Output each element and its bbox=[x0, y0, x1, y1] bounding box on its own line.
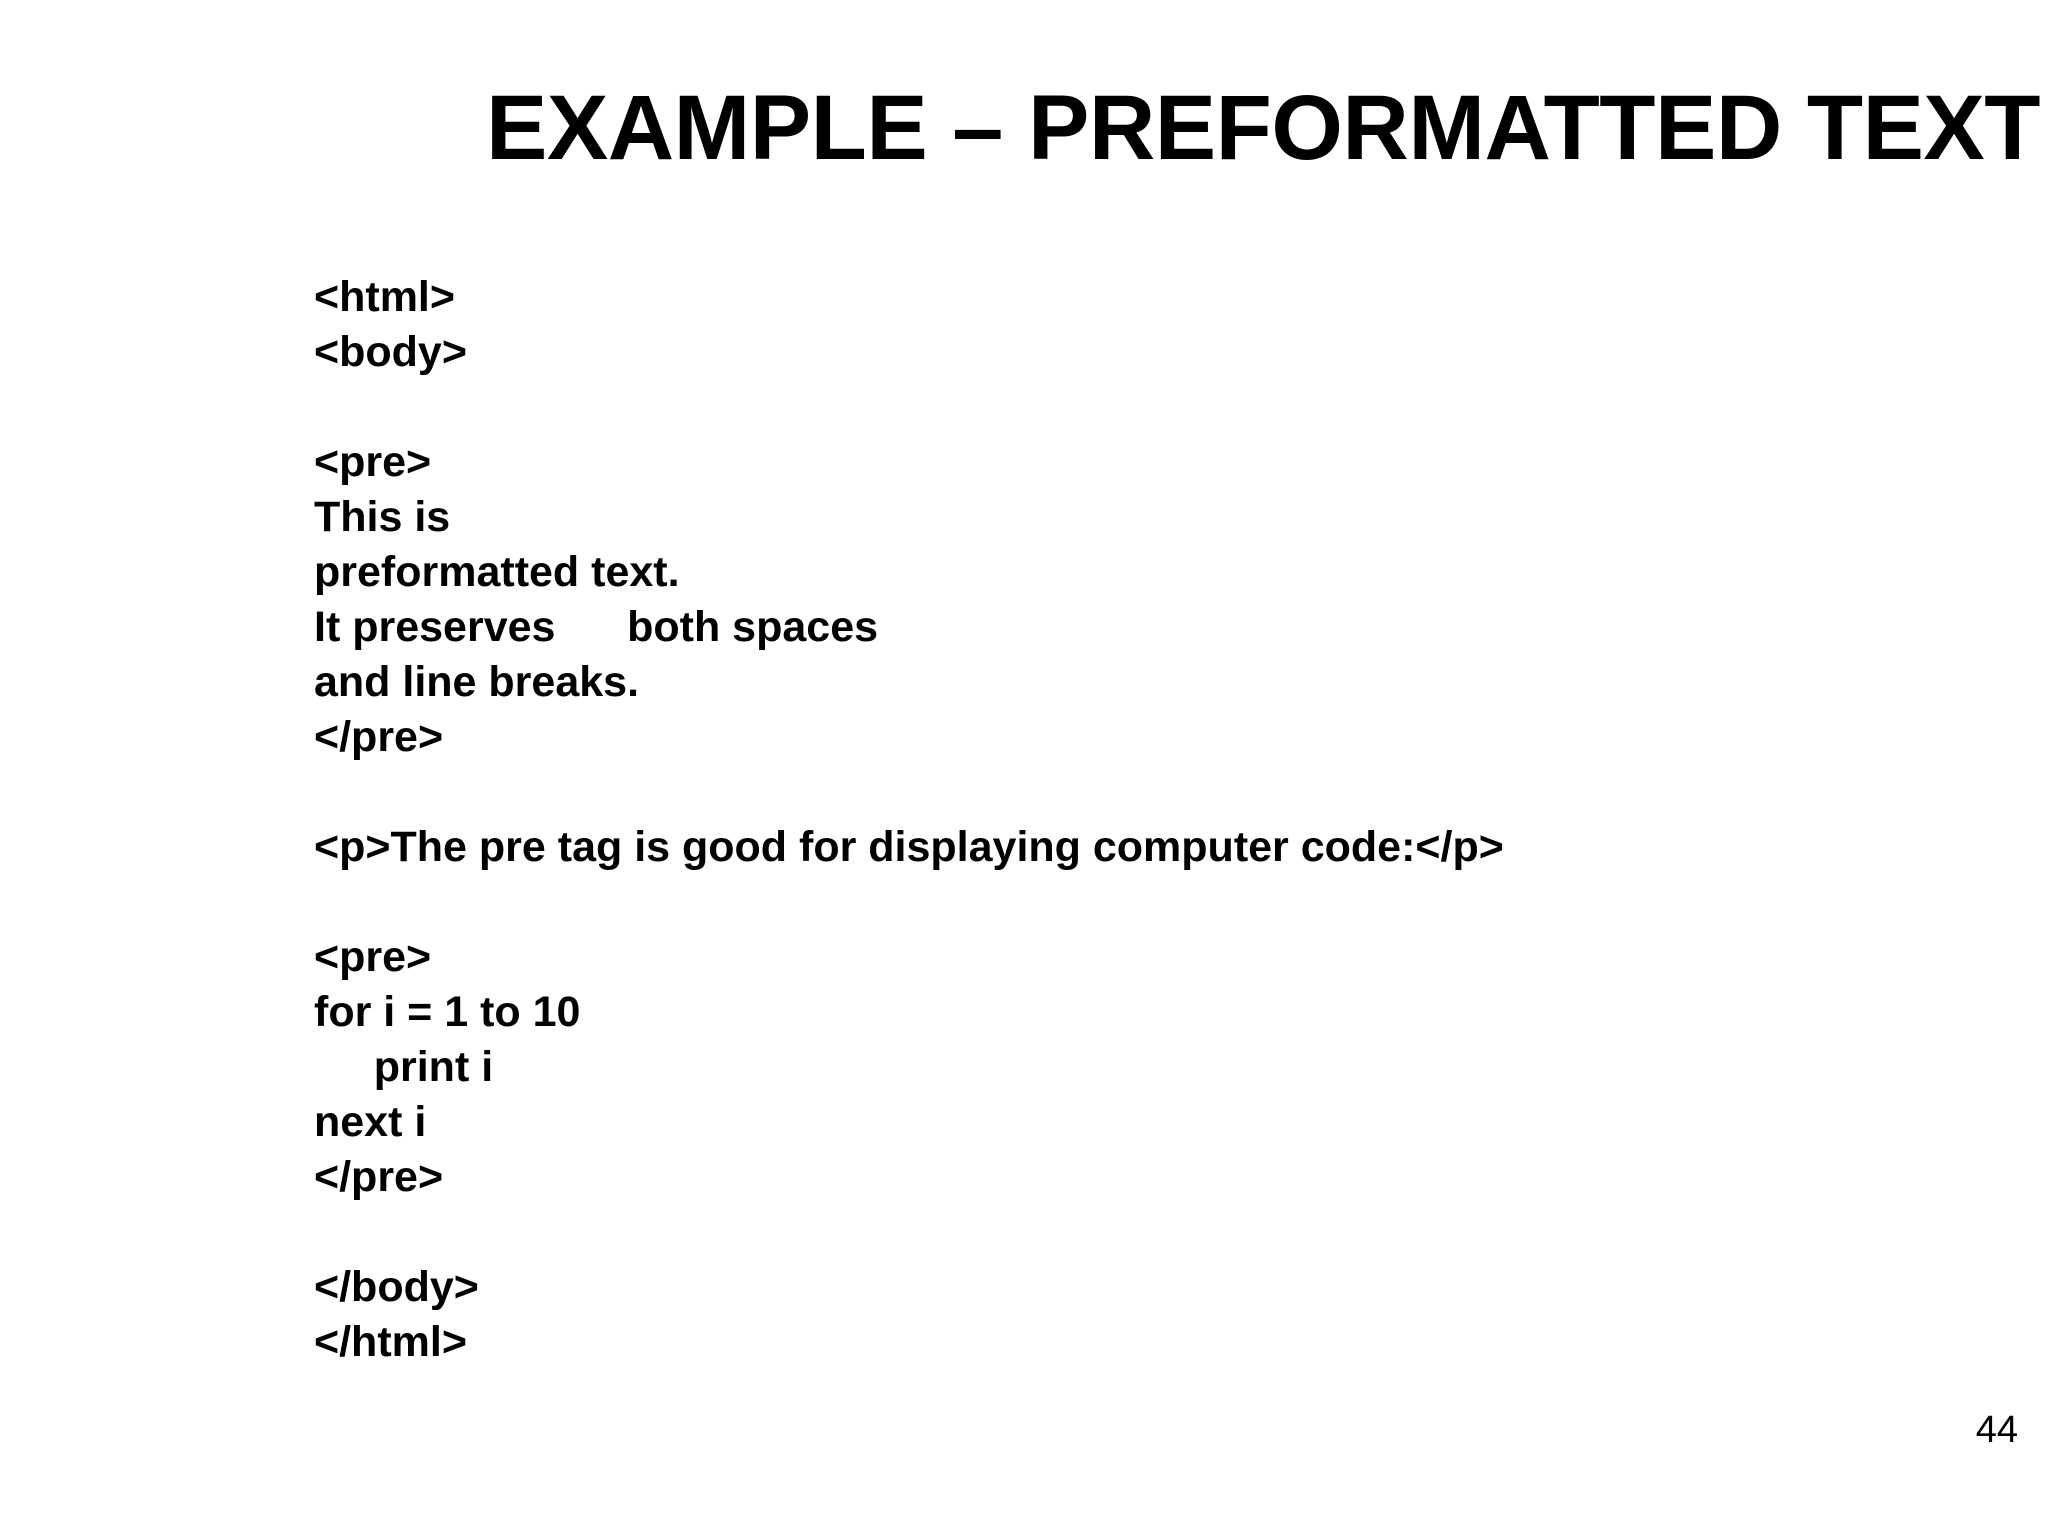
code-line: <pre> bbox=[314, 438, 432, 486]
code-line: </html> bbox=[314, 1318, 467, 1366]
code-line: <p>The pre tag is good for displaying computer code:</p> bbox=[314, 823, 1504, 871]
code-line: <html> bbox=[314, 273, 455, 321]
code-line-blank bbox=[314, 765, 1504, 820]
code-line: This is bbox=[314, 493, 451, 541]
code-line: for i = 1 to 10 bbox=[314, 988, 581, 1036]
code-line: </body> bbox=[314, 1263, 479, 1311]
code-line: <pre> bbox=[314, 933, 432, 981]
code-block bbox=[314, 270, 1504, 1370]
code-line: </pre> bbox=[314, 713, 444, 761]
code-line-blank bbox=[314, 875, 1504, 930]
code-line: next i bbox=[314, 1098, 427, 1146]
code-line: It preserves both spaces bbox=[314, 603, 879, 651]
code-line-blank bbox=[314, 1205, 1504, 1260]
code-line: print i bbox=[314, 1043, 494, 1091]
code-line: preformatted text. bbox=[314, 548, 680, 596]
code-line: <body> bbox=[314, 328, 467, 376]
code-line-blank bbox=[314, 380, 1504, 435]
page-number: 44 bbox=[1975, 1409, 2018, 1451]
code-line: and line breaks. bbox=[314, 658, 640, 706]
slide-title: EXAMPLE – PREFORMATTED TEXT bbox=[485, 77, 2040, 179]
code-line: </pre> bbox=[314, 1153, 444, 1201]
